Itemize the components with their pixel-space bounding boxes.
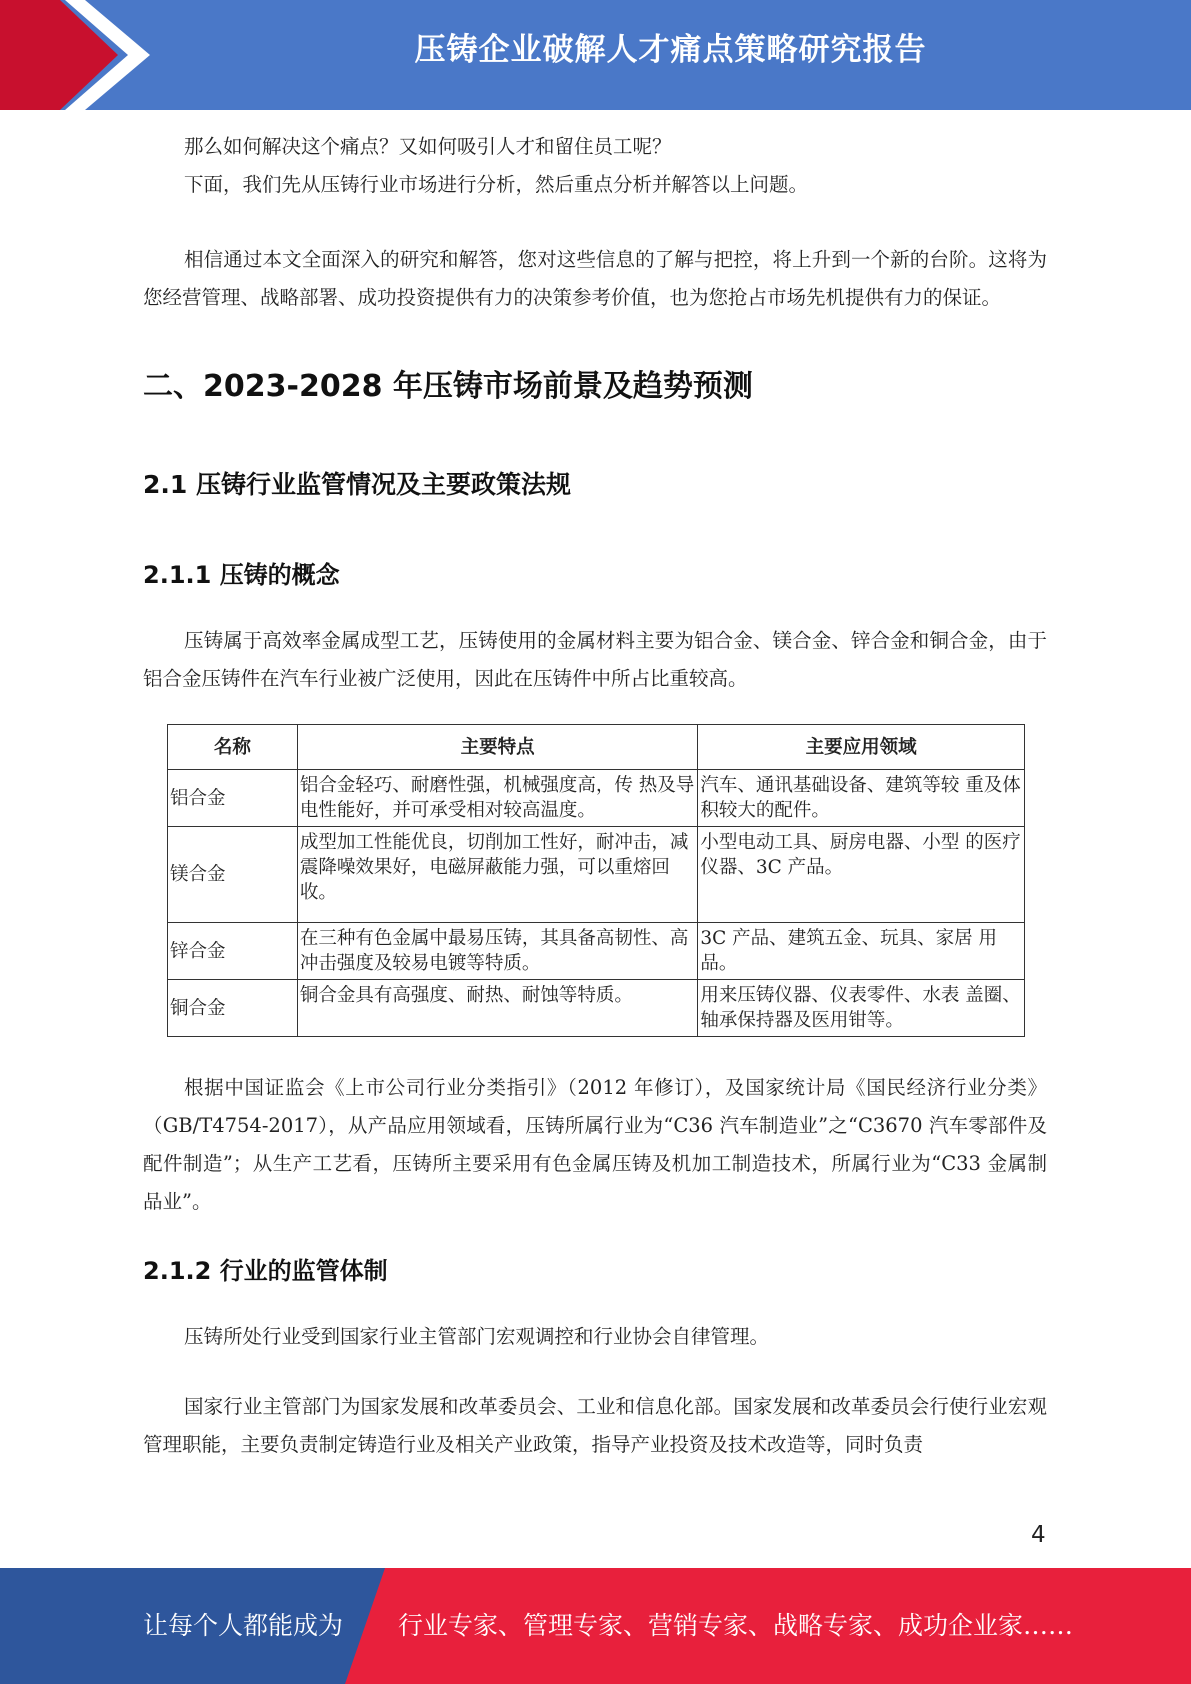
table-cell-name: 铝合金: [168, 770, 298, 827]
table-cell-application: 小型电动工具、厨房电器、小型 的医疗仪器、3C 产品。: [698, 827, 1025, 923]
table-cell-feature: 在三种有色金属中最易压铸，其具备高韧性、高冲击强度及较易电镀等特质。: [297, 923, 698, 980]
alloy-table: [167, 724, 1025, 1037]
table-cell-feature: 铝合金轻巧、耐磨性强，机械强度高，传 热及导电性能好，并可承受相对较高温度。: [297, 770, 698, 827]
table-row: [168, 827, 1025, 923]
intro-paragraph-3: 相信通过本文全面深入的研究和解答，您对这些信息的了解与把控，将上升到一个新的台阶。这将为您经营管理、战略部署、成功投资提供有力的决策参考价值，也为您抢占市场先机提供有力的保证。: [143, 248, 1047, 309]
classification-paragraph: 根据中国证监会《上市公司行业分类指引》（2012 年修订），及国家统计局《国民经济行业分类》（GB/T4754-2017），从产品应用领域看，压铸所属行业为“C36 汽车制造业”之“C3670 汽车零部件及配件制造”；从生产工艺看，压铸所主要采用有色金属压铸及机加工制造技术，所属行业为“C33 金属制品业”。: [143, 1076, 1047, 1213]
page-footer: [0, 1568, 1191, 1684]
table-cell-name: 镁合金: [168, 827, 298, 923]
table-cell-application: 3C 产品、建筑五金、玩具、家居 用品。: [698, 923, 1025, 980]
table-cell-feature: 铜合金具有高强度、耐热、耐蚀等特质。: [297, 980, 698, 1037]
chapter-title: 二、2023-2028 年压铸市场前景及趋势预测: [143, 369, 753, 404]
table-cell-name: 锌合金: [168, 923, 298, 980]
page-content: [143, 128, 1047, 1464]
table-cell-application: 汽车、通讯基础设备、建筑等较 重及体积较大的配件。: [698, 770, 1025, 827]
regulation-paragraph-2: 国家行业主管部门为国家发展和改革委员会、工业和信息化部。国家发展和改革委员会行使行业宏观管理职能，主要负责制定铸造行业及相关产业政策，指导产业投资及技术改造等，同时负责: [143, 1395, 1047, 1456]
table-header-name: 名称: [168, 725, 298, 770]
table-row: [168, 980, 1025, 1037]
section-title-2-1-2: 2.1.2 行业的监管体制: [143, 1257, 388, 1285]
page-header: [0, 0, 1191, 110]
concept-paragraph: 压铸属于高效率金属成型工艺，压铸使用的金属材料主要为铝合金、镁合金、锌合金和铜合金，由于铝合金压铸件在汽车行业被广泛使用，因此在压铸件中所占比重较高。: [143, 629, 1047, 690]
regulation-paragraph-1: 压铸所处行业受到国家行业主管部门宏观调控和行业协会自律管理。: [184, 1325, 770, 1348]
table-header-application: 主要应用领域: [698, 725, 1025, 770]
table-header-feature: 主要特点: [297, 725, 698, 770]
page-number: 4: [1031, 1522, 1046, 1548]
header-title: 压铸企业破解人才痛点策略研究报告: [414, 32, 927, 68]
intro-paragraph-2: 下面，我们先从压铸行业市场进行分析，然后重点分析并解答以上问题。: [184, 173, 809, 196]
section-title-2-1: 2.1 压铸行业监管情况及主要政策法规: [143, 470, 571, 499]
table-cell-application: 用来压铸仪器、仪表零件、水表 盖圈、轴承保持器及医用钳等。: [698, 980, 1025, 1037]
footer-slogan-right: 行业专家、管理专家、营销专家、战略专家、成功企业家……: [398, 1611, 1074, 1640]
table-row: [168, 770, 1025, 827]
section-title-2-1-1: 2.1.1 压铸的概念: [143, 561, 340, 589]
table-row: [168, 923, 1025, 980]
table-cell-name: 铜合金: [168, 980, 298, 1037]
table-header-row: [168, 725, 1025, 770]
intro-paragraph-1: 那么如何解决这个痛点？又如何吸引人才和留住员工呢？: [184, 135, 672, 158]
table-cell-feature: 成型加工性能优良，切削加工性好，耐冲击，减震降噪效果好，电磁屏蔽能力强，可以重熔回收。: [297, 827, 698, 923]
footer-slogan-left: 让每个人都能成为: [143, 1611, 344, 1640]
